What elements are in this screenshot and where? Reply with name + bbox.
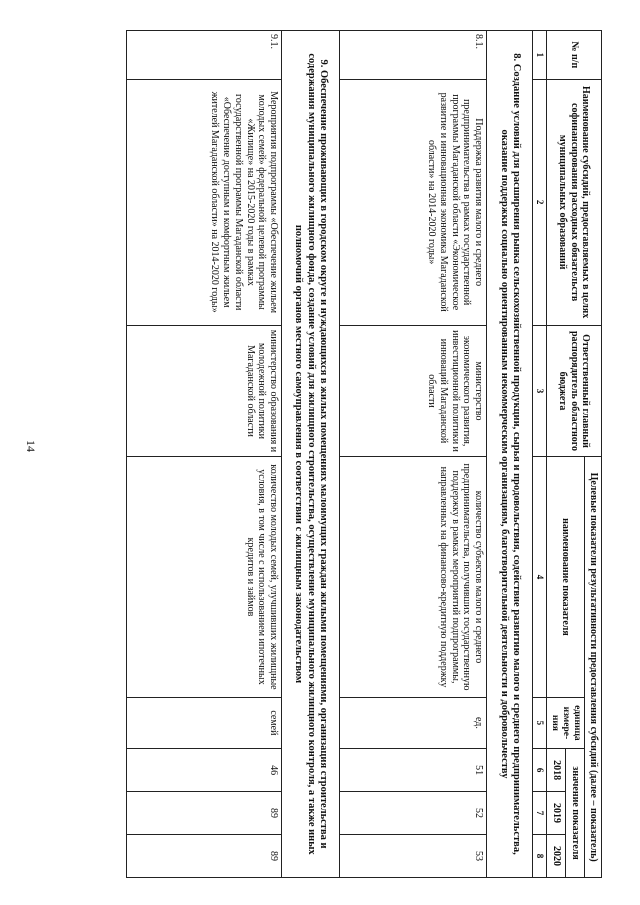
column-number: 5 <box>532 697 546 749</box>
value-2018: 46 <box>127 749 282 792</box>
section-title: 9. Обеспечение проживающих в городском округе и нуждающихся в жилых помещениях малоимущих граждан жилыми помещениями, организация строительства и содержания муниципального жилищного фонда, создание условий для жилищного строительства, осуществление муниципального жилищного контроля, а также иных полномочий органов местного самоуправления в соответствии с жилищным законодательством <box>282 31 340 878</box>
header-values: значение показателя <box>565 749 584 878</box>
column-number: 6 <box>532 749 546 792</box>
column-number: 2 <box>532 79 546 325</box>
responsible-body: министерство экономического развития, инвестиционной политики и инноваций Магаданской области <box>340 325 487 457</box>
subsidy-table <box>126 30 602 878</box>
header-unit: единица измере-ния <box>546 697 585 749</box>
value-2020: 53 <box>340 834 487 877</box>
indicator-unit: ед. <box>340 697 487 749</box>
row-number: 8.1. <box>340 31 487 80</box>
column-number: 7 <box>532 792 546 835</box>
header-year: 2018 <box>546 749 565 792</box>
column-number: 4 <box>532 457 546 697</box>
indicator-name: количество молодых семей, улучшивших жилищные условия, в том числе с использованием ипотечных кредитов и займов <box>127 457 282 697</box>
value-2018: 51 <box>340 749 487 792</box>
indicator-name: количество субъектов малого и среднего предпринимательства, получивших государственную поддержку в рамках мероприятий подпрограммы, направленных на финансово-кредитную поддержку <box>340 457 487 697</box>
column-number: 1 <box>532 31 546 80</box>
header-indicator-name: наименование показателя <box>546 457 585 697</box>
header-responsible: Ответственный главный распорядитель областного бюджета <box>546 325 601 457</box>
header-no: № п/п <box>546 31 601 80</box>
row-number: 9.1. <box>127 31 282 80</box>
responsible-body: министерство образования и молодежной политики Магаданской области <box>127 325 282 457</box>
header-year: 2019 <box>546 792 565 835</box>
header-targets: Целевые показатели результативности предоставления субсидий (далее – показатель) <box>585 457 602 878</box>
column-number: 8 <box>532 834 546 877</box>
indicator-unit: семей <box>127 697 282 749</box>
value-2020: 89 <box>127 834 282 877</box>
subsidy-name: Поддержка развития малого и среднего предпринимательства в рамках государственной программы Магаданской области «Экономическое развитие и инновационная экономика Магаданской области» на 2014-2020 годы» <box>340 79 487 325</box>
header-name: Наименование субсидий, предоставляемых в целях софинансирования расходных обязательств муниципальных образований <box>546 79 601 325</box>
value-2019: 52 <box>340 792 487 835</box>
section-title: 8. Создание условий для расширения рынка сельскохозяйственной продукции, сырья и продовольствия, содействие развитию малого и среднего предпринимательства, оказание поддержки социально ориентированным некоммерческим организациям, благотворительной деятельности и добровольчеству <box>487 31 533 878</box>
header-year: 2020 <box>546 834 565 877</box>
value-2019: 89 <box>127 792 282 835</box>
page-number: 14 <box>24 440 38 452</box>
column-number: 3 <box>532 325 546 457</box>
subsidy-name: Мероприятия подпрограммы «Обеспечение жильем молодых семей» федеральной целевой программы «Жилище» на 2015-2020 годы в рамках государственной программы Магаданской области «Обеспечение доступным и комфортным жильем жителей Магаданской области» на 2014-2020 годы» <box>127 79 282 325</box>
